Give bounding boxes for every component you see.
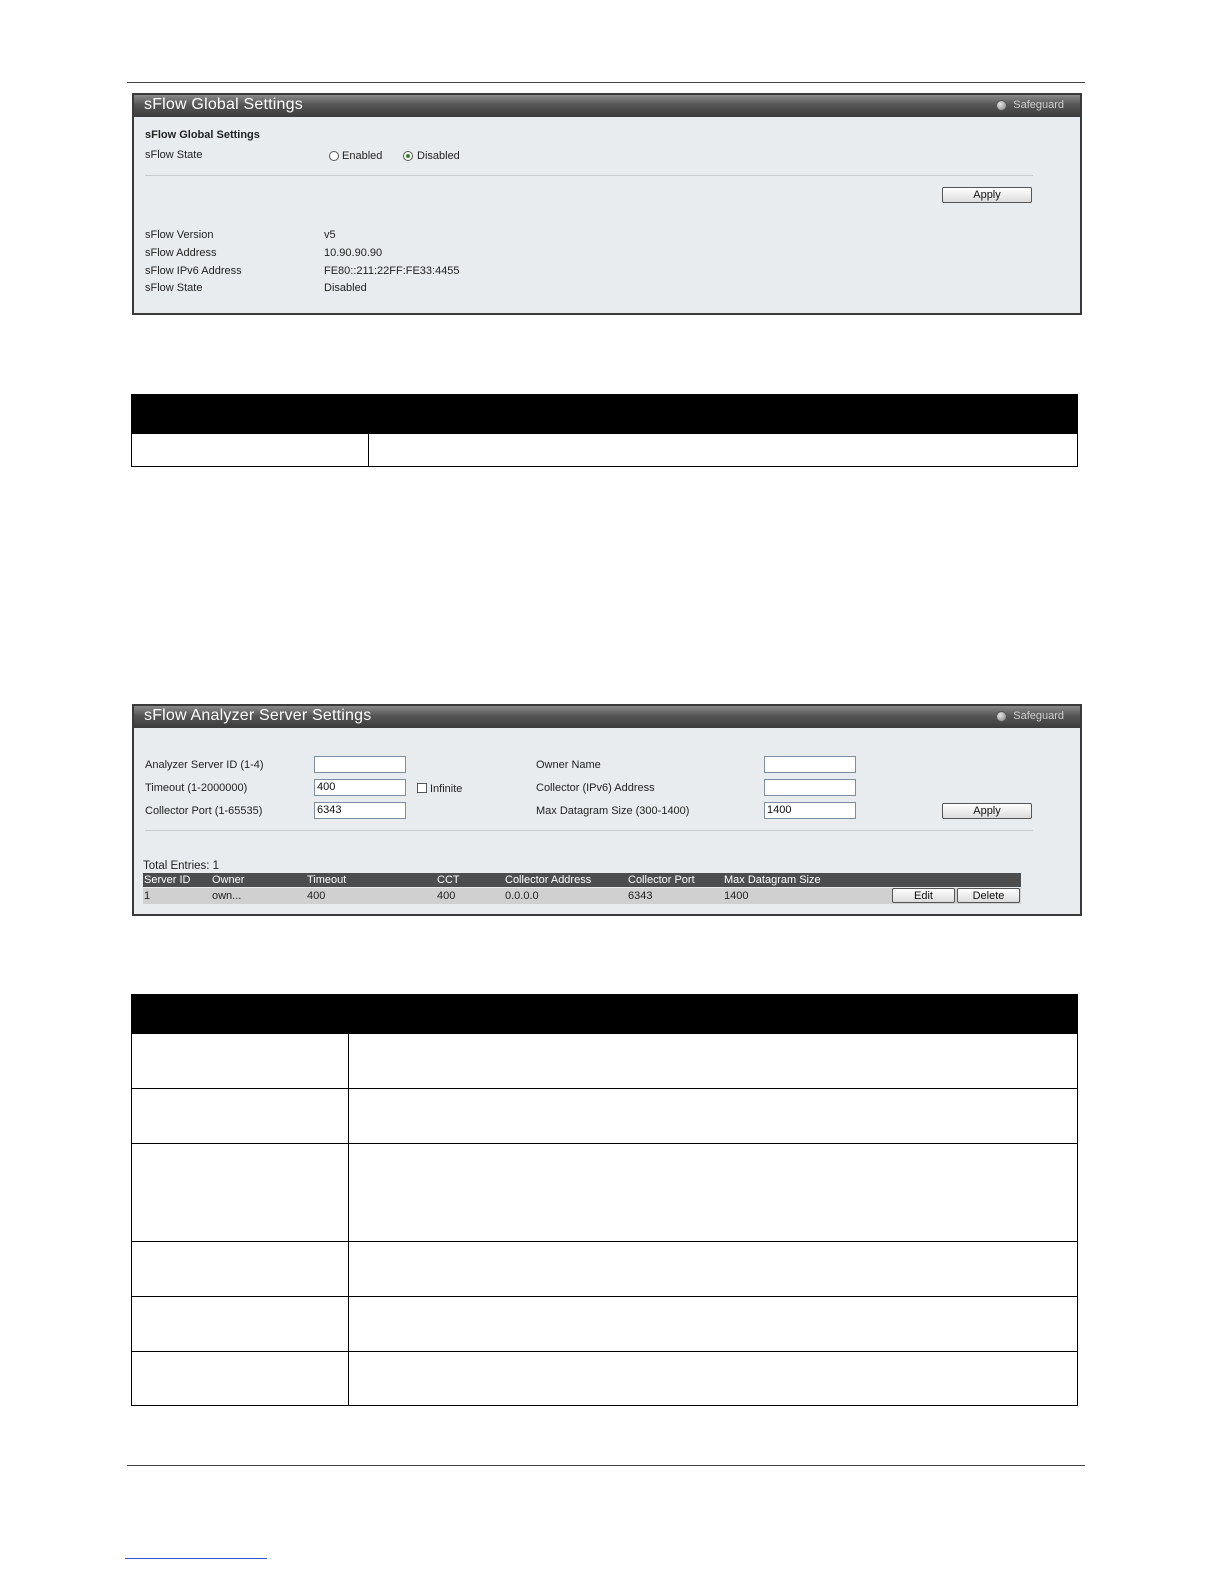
owner-name-label: Owner Name [536, 759, 601, 771]
collector-ipv6-label: Collector (IPv6) Address [536, 782, 655, 794]
cell-max-datagram: 1400 [724, 890, 749, 902]
enabled-radio-label[interactable]: Enabled [342, 150, 383, 162]
delete-button[interactable]: Delete [957, 888, 1020, 903]
sflow-version-label: sFlow Version [145, 229, 214, 241]
column-divider [368, 434, 369, 466]
table-row [132, 1143, 1077, 1241]
cell-owner: own... [212, 890, 242, 902]
table-row [132, 1033, 1077, 1088]
column-divider [348, 1297, 349, 1351]
table-row [132, 1296, 1077, 1351]
sflow-state-label: sFlow State [145, 149, 203, 161]
panel-header [134, 95, 1080, 117]
edit-button[interactable]: Edit [892, 888, 955, 903]
infinite-checkbox[interactable] [417, 783, 427, 793]
owner-name-input[interactable] [764, 756, 856, 773]
timeout-label: Timeout (1-2000000) [145, 782, 248, 794]
sflow-ipv6-label: sFlow IPv6 Address [145, 265, 242, 277]
col-max-datagram: Max Datagram Size [724, 874, 821, 886]
entries-table-header [143, 873, 1021, 887]
table-row [132, 1351, 1077, 1405]
cell-timeout: 400 [307, 890, 326, 902]
max-datagram-label: Max Datagram Size (300-1400) [536, 805, 690, 817]
footer-link-underline[interactable] [125, 1558, 267, 1559]
column-divider [348, 1352, 349, 1405]
top-rule [127, 82, 1085, 83]
column-divider [348, 1089, 349, 1143]
table-row [132, 1241, 1077, 1296]
panel-title: sFlow Analyzer Server Settings [144, 707, 372, 724]
cell-server-id: 1 [144, 890, 151, 902]
panel-title: sFlow Global Settings [144, 96, 303, 113]
parameter-table-1 [131, 394, 1078, 467]
bottom-rule [127, 1465, 1085, 1466]
safeguard-label: Safeguard [1013, 710, 1064, 722]
table-row [143, 888, 1021, 904]
apply-button[interactable]: Apply [942, 187, 1032, 203]
safeguard-label: Safeguard [1013, 99, 1064, 111]
table-row [132, 433, 1077, 466]
sflow-address-label: sFlow Address [145, 247, 217, 259]
collector-ipv6-input[interactable] [764, 779, 856, 796]
safeguard-indicator [996, 710, 1064, 722]
separator [145, 175, 1033, 176]
column-divider [348, 1034, 349, 1088]
enabled-radio[interactable] [329, 151, 339, 161]
cell-collector-address: 0.0.0.0 [505, 890, 539, 902]
section-heading: sFlow Global Settings [145, 129, 260, 141]
column-divider [348, 1242, 349, 1296]
sflow-state-info-value: Disabled [324, 282, 367, 294]
safeguard-icon [996, 711, 1007, 722]
panel-header [134, 706, 1080, 728]
col-collector-port: Collector Port [628, 874, 695, 886]
column-divider [348, 1144, 349, 1241]
cell-cct: 400 [437, 890, 456, 902]
col-owner: Owner [212, 874, 245, 886]
apply-button[interactable]: Apply [942, 803, 1032, 819]
table-header-bar [132, 395, 1077, 433]
col-collector-address: Collector Address [505, 874, 592, 886]
col-server-id: Server ID [144, 874, 191, 886]
sflow-version-value: v5 [324, 229, 336, 241]
separator [145, 830, 1033, 831]
timeout-input[interactable]: 400 [314, 779, 406, 796]
server-id-label: Analyzer Server ID (1-4) [145, 759, 264, 771]
disabled-radio[interactable] [403, 151, 413, 161]
disabled-radio-label[interactable]: Disabled [417, 150, 460, 162]
sflow-state-info-label: sFlow State [145, 282, 203, 294]
collector-port-label: Collector Port (1-65535) [145, 805, 263, 817]
sflow-global-settings-panel [132, 93, 1082, 315]
safeguard-indicator [996, 99, 1064, 111]
max-datagram-input[interactable]: 1400 [764, 802, 856, 819]
infinite-label[interactable]: Infinite [430, 783, 463, 795]
sflow-analyzer-server-panel [132, 704, 1082, 916]
cell-collector-port: 6343 [628, 890, 653, 902]
parameter-table-2 [131, 994, 1078, 1406]
table-header-bar [132, 995, 1077, 1033]
col-timeout: Timeout [307, 874, 347, 886]
col-cct: CCT [437, 874, 460, 886]
server-id-input[interactable] [314, 756, 406, 773]
table-row [132, 1088, 1077, 1143]
collector-port-input[interactable]: 6343 [314, 802, 406, 819]
sflow-address-value: 10.90.90.90 [324, 247, 383, 259]
safeguard-icon [996, 100, 1007, 111]
total-entries: Total Entries: 1 [143, 860, 220, 872]
sflow-ipv6-value: FE80::211:22FF:FE33:4455 [324, 265, 460, 277]
